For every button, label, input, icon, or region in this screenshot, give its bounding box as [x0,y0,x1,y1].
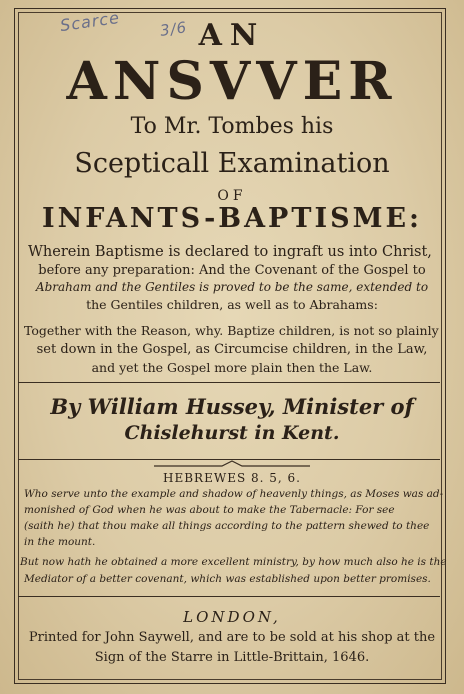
divider [18,596,440,597]
epigraph-line: in the mount. [24,536,96,548]
imprint-line: Sign of the Starre in Little-Brittain, 1646. [94,650,370,665]
epigraph-line: Mediator of a better covenant, which was established upon better promises. [24,573,431,585]
title-of: OF [217,188,247,204]
author-place: Chislehurst in Kent. [124,422,340,444]
imprint-city: LONDON, [183,608,281,626]
title-infants-baptisme: INFANTS-BAPTISME: [41,203,423,234]
subtitle-line: and yet the Gospel more plain then the Law. [91,360,373,375]
author-line: By William Hussey, Minister of [50,394,414,419]
epigraph-line: But now hath he obtained a more excellent ministry, by how much also he is the [20,556,447,568]
subtitle-line: Abraham and the Gentiles is proved to be the same, extended to [35,280,429,294]
epigraph-line: Who serve unto the example and shadow of heavenly things, as Moses was ad- [24,488,444,500]
subtitle-line: before any preparation: And the Covenant of the Gospel to [38,263,426,278]
divider [18,382,440,383]
subtitle-line: Together with the Reason, why. Baptize children, is not so plainly [24,323,439,338]
handwritten-shelfmark: 3/6 [158,18,189,40]
title-to-mr-tombes: To Mr. Tombes his [130,114,334,139]
subtitle-line: Wherein Baptisme is declared to ingraft us into Christ, [28,244,432,260]
subtitle-line: the Gentiles children, as well as to Abrahams: [86,297,378,312]
imprint-line: Printed for John Saywell, and are to be sold at his shop at the [28,630,436,645]
epigraph-heading: HEBREWES 8. 5, 6. [163,471,301,485]
handwritten-note: Scarce [58,7,122,36]
title-answer: ANSVVER [66,51,398,112]
epigraph-line: monished of God when he was about to make the Tabernacle: For see [24,504,395,516]
title-sceptical-examination: Scepticall Examination [74,148,390,179]
subtitle-line: set down in the Gospel, as Circumcise children, in the Law, [36,342,428,357]
title-an: AN [198,18,266,53]
epigraph-line: (saith he) that thou make all things according to the pattern shewed to thee [24,520,430,532]
